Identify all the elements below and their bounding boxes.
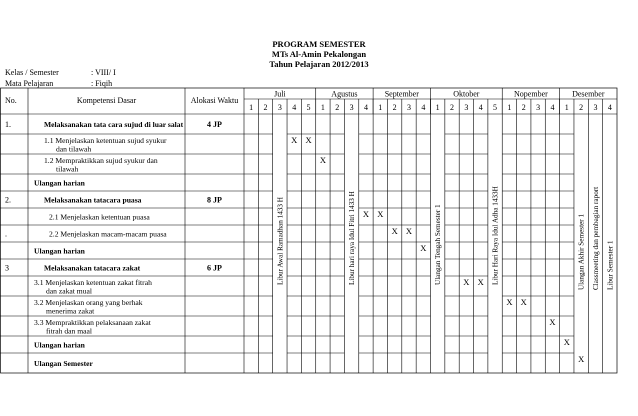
competency-text: 3.1 Menjelaskan ketentuan zakat fitrah <box>34 277 152 287</box>
vertical-note: Libur Awal Ramadhan 1433 H <box>276 197 285 285</box>
kd-header: Kompetensi Dasar <box>76 96 137 105</box>
vertical-note: Ulangan Akhir Semester 1 <box>577 213 586 290</box>
subject-label: Mata Pelajaran <box>5 79 54 88</box>
schedule-mark: X <box>319 155 326 165</box>
week-label: 2 <box>392 103 397 112</box>
row-number: 3 <box>5 263 9 273</box>
week-label: 3 <box>349 103 354 112</box>
schedule-mark: X <box>549 317 556 327</box>
competency-text: 1.2 Mempraktikkan sujud syukur dan <box>44 155 158 165</box>
week-label: 2 <box>263 103 268 112</box>
schedule-mark: X <box>520 297 527 307</box>
competency-text: 2.1 Menjelaskan ketentuan puasa <box>49 212 150 222</box>
row-number: 1. <box>5 120 11 129</box>
schedule-mark: X <box>291 135 298 145</box>
competency-text: Melaksanakan tata cara sujud di luar salat <box>44 120 184 129</box>
alokasi-value: 8 JP <box>207 195 222 205</box>
week-label: 1 <box>378 103 383 112</box>
class-label: Kelas / Semester <box>5 68 59 77</box>
week-label: 1 <box>320 103 325 112</box>
competency-text: Ulangan Semester <box>34 359 93 368</box>
month-label: September <box>384 89 419 99</box>
week-label: 1 <box>507 103 512 112</box>
competency-text: fitrah dan maal <box>46 326 92 336</box>
vertical-note: Libur hari raya Idul Fitri 1433 H <box>348 191 357 285</box>
competency-text: tilawah <box>56 164 79 174</box>
week-label: 3 <box>536 103 541 112</box>
alokasi-value: 4 JP <box>207 120 222 129</box>
competency-text: Ulangan harian <box>34 246 85 256</box>
week-label: 3 <box>406 103 411 112</box>
competency-text: 3.3 Mempraktikkan pelaksanaan zakat <box>34 317 151 327</box>
schedule-mark: X <box>391 226 398 236</box>
schedule-mark: X <box>563 337 570 347</box>
week-label: 4 <box>292 103 297 112</box>
week-label: 3 <box>277 103 282 112</box>
month-label: Agustus <box>331 89 358 99</box>
week-label: 2 <box>579 103 584 112</box>
academic-year: Tahun Pelajaran 2012/2013 <box>269 59 369 69</box>
week-label: 4 <box>607 103 612 112</box>
competency-text: dan zakat mual <box>46 286 92 296</box>
week-label: 1 <box>249 103 254 112</box>
competency-text: Melaksanakan tatacara puasa <box>44 195 142 205</box>
week-label: 4 <box>421 103 426 112</box>
competency-text: dan tilawah <box>56 144 92 154</box>
competency-text: menerima zakat <box>46 306 95 316</box>
week-label: 3 <box>464 103 469 112</box>
competency-text: 2.2 Menjelaskan macam-macam puasa <box>49 229 167 239</box>
week-label: 2 <box>450 103 455 112</box>
week-label: 5 <box>493 103 498 112</box>
class-value: : VIII/ I <box>91 68 116 77</box>
week-label: 4 <box>363 103 368 112</box>
alokasi-value: 6 JP <box>207 263 222 273</box>
competency-text: Ulangan harian <box>34 178 85 188</box>
month-label: Nopember <box>514 89 548 99</box>
schedule-mark: X <box>377 209 384 219</box>
doc-title: PROGRAM SEMESTER <box>272 39 366 49</box>
schedule-mark: X <box>362 209 370 219</box>
week-label: 3 <box>593 103 598 112</box>
schedule-mark: X <box>506 297 513 307</box>
week-label: 2 <box>335 103 340 112</box>
schedule-mark: X <box>477 277 484 287</box>
month-label: Juli <box>274 89 286 99</box>
competency-text: Ulangan harian <box>34 340 85 350</box>
vertical-note: Libur Hari Raya Idul Adha 1433H <box>491 186 500 285</box>
schedule-mark: X <box>578 354 585 364</box>
vertical-note: Ulangan Tengah Semester 1 <box>434 204 443 285</box>
week-label: 1 <box>564 103 569 112</box>
competency-text: 1.1 Menjelaskan ketentuan sujud syukur <box>44 135 167 145</box>
week-label: 2 <box>521 103 526 112</box>
row-number: 2. <box>5 195 11 205</box>
schedule-mark: X <box>463 277 470 287</box>
vertical-note: Libur Semester 1 <box>606 240 615 290</box>
competency-text: 3.2 Menjelaskan orang yang berhak <box>34 297 143 307</box>
week-label: 5 <box>306 103 311 112</box>
week-label: 4 <box>478 103 483 112</box>
month-label: Desember <box>572 89 605 99</box>
week-label: 4 <box>550 103 555 112</box>
subject-value: : Fiqih <box>91 79 113 88</box>
schedule-mark: X <box>405 226 413 236</box>
school-name: MTs Al-Amin Pekalongan <box>271 49 367 59</box>
alokasi-header: Alokasi Waktu <box>190 96 239 105</box>
no-header: No. <box>5 96 17 105</box>
schedule-mark: X <box>305 135 312 145</box>
week-label: 1 <box>435 103 440 112</box>
vertical-note: Classmeeting dan pembagian raport <box>591 186 600 290</box>
month-label: Oktober <box>453 89 480 99</box>
schedule-mark: X <box>420 243 427 253</box>
row-number: . <box>5 229 7 239</box>
competency-text: Melaksanakan tatacara zakat <box>44 263 141 273</box>
